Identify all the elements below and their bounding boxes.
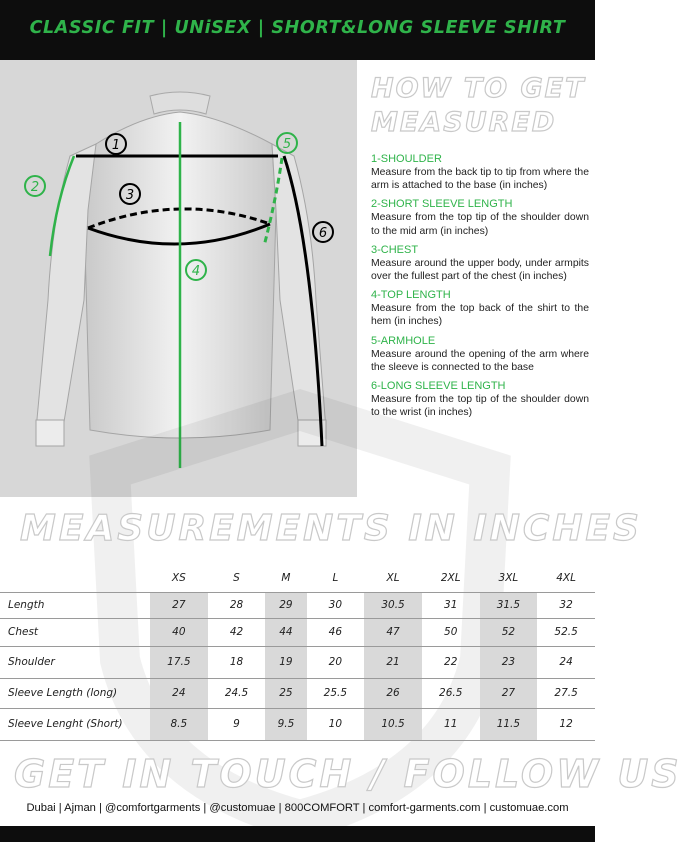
marker-6 xyxy=(313,222,333,242)
size-header: XS xyxy=(171,571,186,584)
contact-line: Dubai | Ajman | @comfortgarments | @customuae | 800COMFORT | comfort-garments.com | customuae.com xyxy=(26,802,569,814)
size-header: M xyxy=(281,571,291,584)
svg-text:1: 1 xyxy=(111,138,121,153)
table-cell: 23 xyxy=(480,646,538,678)
table-row xyxy=(0,708,595,740)
shirt-collar xyxy=(150,92,210,114)
table-cell: 47 xyxy=(364,618,422,646)
size-header: XL xyxy=(386,571,400,584)
table-cell: 10 xyxy=(307,708,365,740)
step-long-sleeve: 6-LONG SLEEVE LENGTH Measure from the top tip of the shoulder down to the wrist (in inches) xyxy=(371,380,589,419)
svg-text:2: 2 xyxy=(30,180,40,195)
step-chest: 3-CHEST Measure around the upper body, under armpits over the fullest part of the chest (in inches) xyxy=(371,243,589,283)
size-header: 4XL xyxy=(556,571,576,584)
table-cell: 27.5 xyxy=(537,678,595,708)
marker-5 xyxy=(277,133,297,153)
table-cell: 31.5 xyxy=(480,592,538,618)
how-to-title: HOW TO GET MEASURED xyxy=(371,73,586,138)
table-cell: 30 xyxy=(307,592,365,618)
table-cell: 8.5 xyxy=(150,708,208,740)
steps-list xyxy=(371,152,589,424)
table-cell: 31 xyxy=(422,592,480,618)
table-cell: 11 xyxy=(422,708,480,740)
table-cell: 20 xyxy=(307,646,365,678)
get-in-touch-title: GET IN TOUCH / FOLLOW US xyxy=(14,752,682,796)
table-cell: 28 xyxy=(208,592,266,618)
size-header: S xyxy=(233,571,240,584)
table-cell: 17.5 xyxy=(150,646,208,678)
table-cell: 11.5 xyxy=(480,708,538,740)
row-label: Chest xyxy=(0,618,150,646)
step-short-sleeve: 2-SHORT SLEEVE LENGTH Measure from the top tip of the shoulder down to the mid arm (in inches) xyxy=(371,198,589,237)
svg-text:5: 5 xyxy=(282,137,292,152)
row-label: Sleeve Lenght (Short) xyxy=(0,708,150,740)
step-shoulder: 1-SHOULDER Measure from the back tip to tip from where the arm is attached to the base (in inches) xyxy=(371,153,589,192)
table-cell: 24.5 xyxy=(208,678,266,708)
table-cell: 9.5 xyxy=(265,708,306,740)
table-cell: 40 xyxy=(150,618,208,646)
table-cell: 21 xyxy=(364,646,422,678)
table-cell: 46 xyxy=(307,618,365,646)
table-cell: 29 xyxy=(265,592,306,618)
row-label: Length xyxy=(0,592,150,618)
table-row xyxy=(0,646,595,678)
size-header: 2XL xyxy=(440,571,461,584)
table-cell: 30.5 xyxy=(364,592,422,618)
marker-2 xyxy=(25,176,45,196)
svg-text:3: 3 xyxy=(125,188,135,203)
table-cell: 42 xyxy=(208,618,266,646)
table-cell: 12 xyxy=(537,708,595,740)
table-cell: 25 xyxy=(265,678,306,708)
svg-text:4: 4 xyxy=(191,264,201,279)
table-cell: 24 xyxy=(537,646,595,678)
table-cell: 50 xyxy=(422,618,480,646)
step-top-length: 4-TOP LENGTH Measure from the top back of the shirt to the hem (in inches) xyxy=(371,289,589,328)
table-cell: 52 xyxy=(480,618,538,646)
table-cell: 24 xyxy=(150,678,208,708)
measurements-title: MEASUREMENTS IN INCHES xyxy=(20,508,642,549)
table-cell: 26.5 xyxy=(422,678,480,708)
footer-bar xyxy=(0,826,595,842)
size-header-row xyxy=(0,564,595,592)
table-cell: 26 xyxy=(364,678,422,708)
table-cell: 10.5 xyxy=(364,708,422,740)
row-label: Shoulder xyxy=(0,646,150,678)
table-cell: 18 xyxy=(208,646,266,678)
svg-text:6: 6 xyxy=(318,226,328,241)
table-cell: 25.5 xyxy=(307,678,365,708)
step-armhole: 5-ARMHOLE Measure around the opening of the arm where the sleeve is connected to the base xyxy=(371,334,589,373)
table-row xyxy=(0,618,595,646)
table-row xyxy=(0,592,595,618)
table-cell: 44 xyxy=(265,618,306,646)
table-cell: 22 xyxy=(422,646,480,678)
row-label: Sleeve Length (long) xyxy=(0,678,150,708)
table-cell: 27 xyxy=(150,592,208,618)
size-chart-table xyxy=(0,564,595,741)
size-header: L xyxy=(332,571,339,584)
size-header: 3XL xyxy=(498,571,519,584)
table-cell: 27 xyxy=(480,678,538,708)
page-title: CLASSIC FIT | UNiSEX | SHORT&LONG SLEEVE SHIRT xyxy=(29,18,566,38)
table-row xyxy=(0,678,595,708)
table-cell: 19 xyxy=(265,646,306,678)
table-cell: 52.5 xyxy=(537,618,595,646)
table-cell: 32 xyxy=(537,592,595,618)
table-cell: 9 xyxy=(208,708,266,740)
